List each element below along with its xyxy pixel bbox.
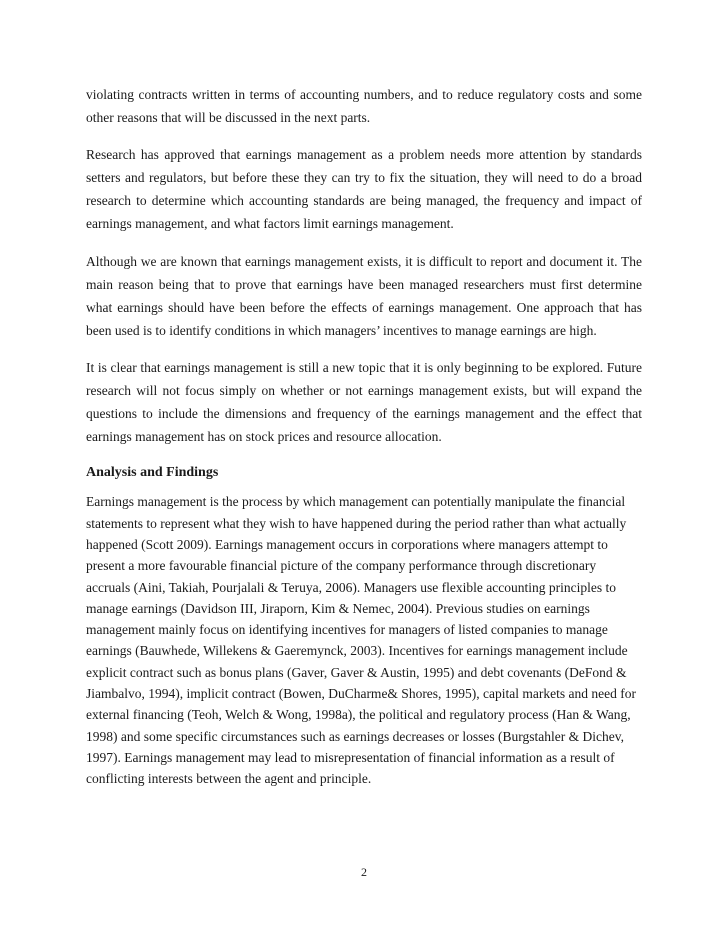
page-number: 2	[361, 865, 367, 879]
body-paragraph-2: Research has approved that earnings management as a problem needs more attention by standards setters and regulators, but before these they can try to fix the situation, they will need to do a broad research to determine which accounting standards are being managed, the frequency and impact of earnings management, and what factors limit earnings management.	[86, 147, 642, 232]
body-paragraph-3: Although we are known that earnings management exists, it is difficult to report and document it. The main reason being that to prove that earnings have been managed researchers must first determine what earnings should have been before the effects of earnings management. One approach that has been used is to identify conditions in which managers’ incentives to manage earnings are high.	[86, 253, 642, 338]
section-paragraph: Earnings management is the process by which management can potentially manipulate the financial statements to represent what they wish to have happened during the period rather than what actually happened (Scott 2009). Earnings management occurs in corporations where managers attempt to present a more favourable financial picture of the company performance through discretionary accruals (Aini, Takiah, Pourjalali & Teruya, 2006). Managers use flexible accounting principles to manage earnings (Davidson III, Jiraporn, Kim & Nemec, 2004). Previous studies on earnings management mainly focus on identifying incentives for managers of listed companies to manage earnings (Bauwhede, Willekens & Gaeremynck, 2003). Incentives for earnings management include explicit contract such as bonus plans (Gaver, Gaver & Austin, 1995) and debt covenants (DeFond & Jiambalvo, 1994), implicit contract (Bowen, DuCharme& Shores, 1995), capital markets and need for external financing (Teoh, Welch & Wong, 1998a), the political and regulatory process (Han & Wang, 1998) and some specific circumstances such as earnings decreases or losses (Burgstahler & Dichev, 1997). Earnings management may lead to misrepresentation of financial information as a result of conflicting interests between the agent and principle.	[86, 494, 636, 787]
body-paragraph-4: It is clear that earnings management is still a new topic that it is only beginning to be explored. Future research will not focus simply on whether or not earnings management exists, but will expand the questions to include the dimensions and frequency of the earnings management and the effect that earnings management has on stock prices and resource allocation.	[86, 359, 642, 445]
section-heading: Analysis and Findings	[86, 465, 219, 481]
body-paragraph-1: violating contracts written in terms of accounting numbers, and to reduce regulatory costs and some other reasons that will be discussed in the next parts.	[86, 87, 642, 126]
page-body	[86, 83, 642, 803]
